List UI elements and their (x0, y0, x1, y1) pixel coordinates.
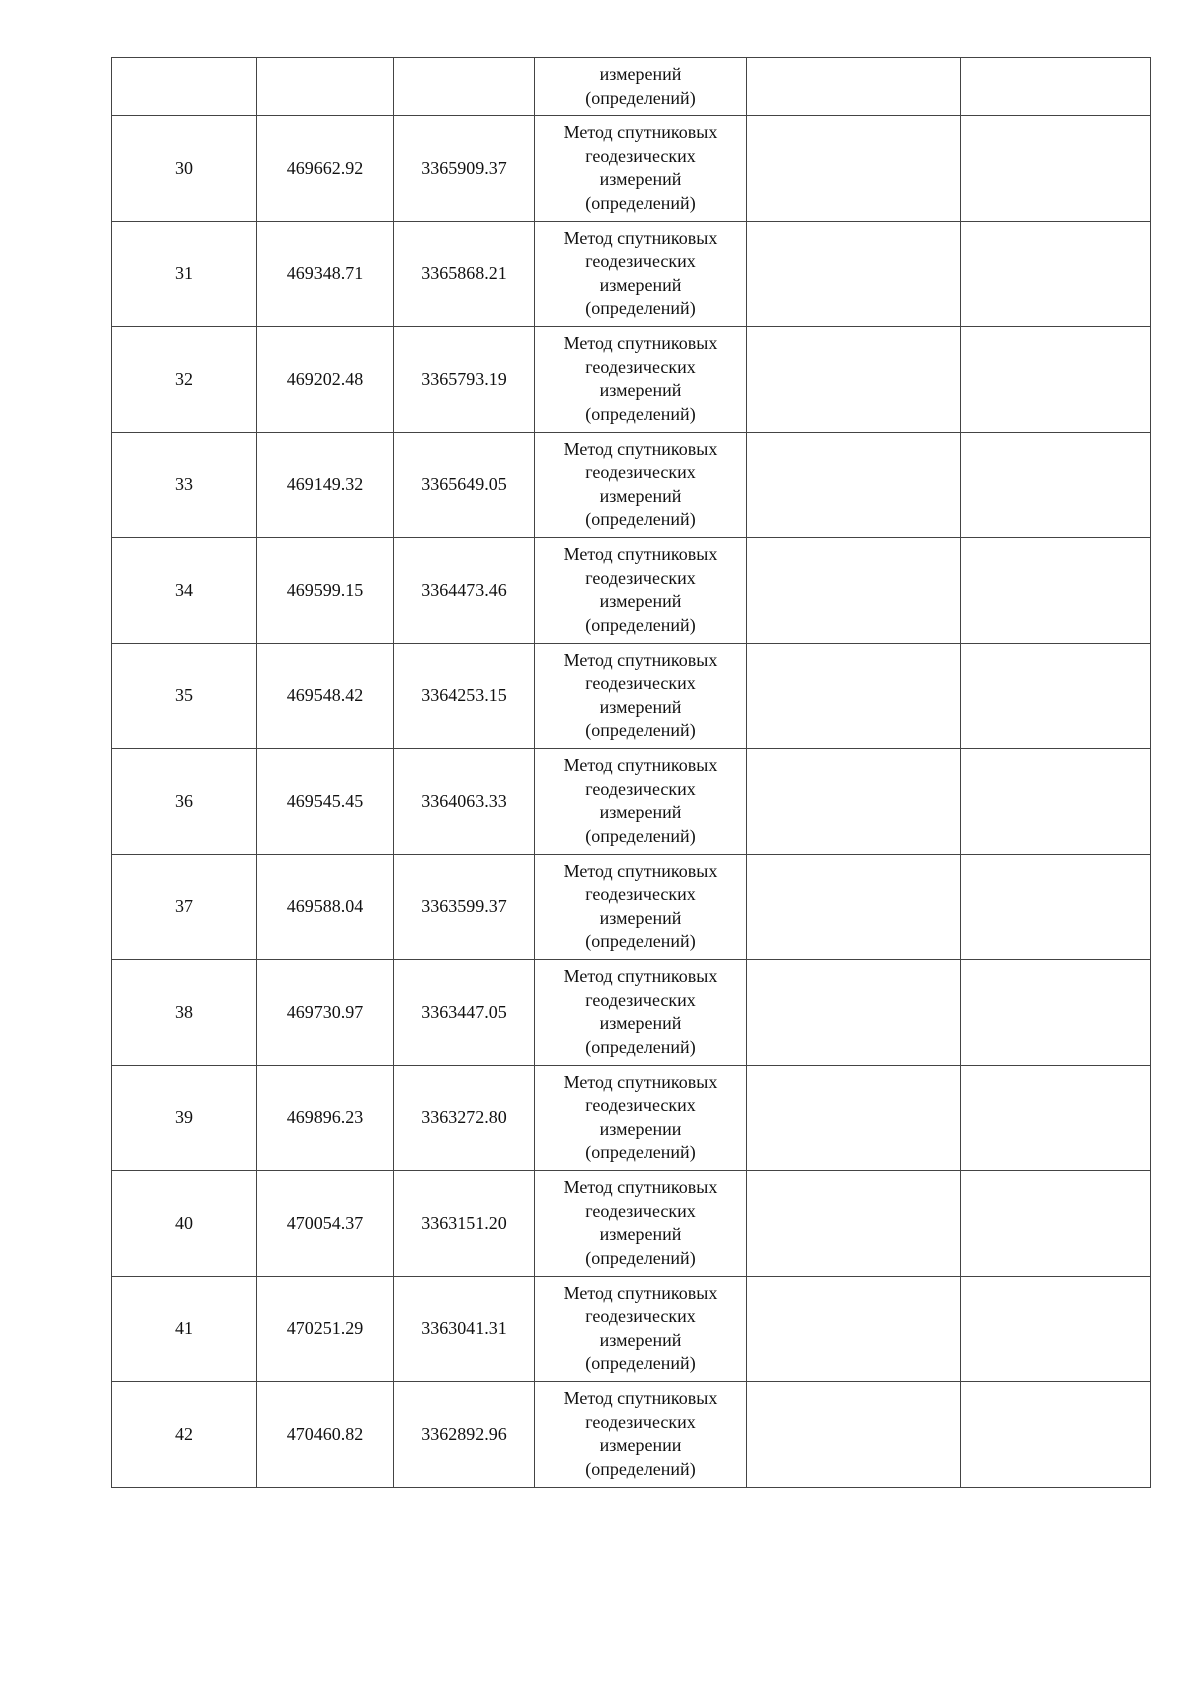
table-row (112, 1382, 1151, 1488)
description-cell (961, 116, 1151, 222)
method-cell: Метод спутниковых геодезических измерений (определений) (535, 1171, 747, 1277)
coordinates-table-body (112, 58, 1151, 1488)
accuracy-cell (747, 1065, 961, 1171)
table-row (112, 1065, 1151, 1171)
x-coordinate-cell: 469545.45 (257, 749, 394, 855)
description-cell (961, 538, 1151, 644)
description-cell (961, 1171, 1151, 1277)
point-number-cell: 33 (112, 432, 257, 538)
accuracy-cell (747, 221, 961, 327)
x-coordinate-cell (257, 58, 394, 116)
point-number-cell: 32 (112, 327, 257, 433)
table-row (112, 1171, 1151, 1277)
method-cell: измерений (определений) (535, 58, 747, 116)
table-row (112, 116, 1151, 222)
y-coordinate-cell: 3365649.05 (394, 432, 535, 538)
accuracy-cell (747, 327, 961, 433)
method-cell: Метод спутниковых геодезических измерений (определений) (535, 960, 747, 1066)
table-row (112, 1276, 1151, 1382)
y-coordinate-cell: 3362892.96 (394, 1382, 535, 1488)
table-row-continued (112, 58, 1151, 116)
x-coordinate-cell: 469599.15 (257, 538, 394, 644)
y-coordinate-cell: 3364253.15 (394, 643, 535, 749)
accuracy-cell (747, 116, 961, 222)
description-cell (961, 643, 1151, 749)
x-coordinate-cell: 470460.82 (257, 1382, 394, 1488)
point-number-cell: 38 (112, 960, 257, 1066)
table-row (112, 854, 1151, 960)
accuracy-cell (747, 854, 961, 960)
method-cell: Метод спутниковых геодезических измерений (определений) (535, 854, 747, 960)
table-row (112, 643, 1151, 749)
description-cell (961, 58, 1151, 116)
y-coordinate-cell (394, 58, 535, 116)
y-coordinate-cell: 3363447.05 (394, 960, 535, 1066)
table-row (112, 538, 1151, 644)
point-number-cell: 37 (112, 854, 257, 960)
description-cell (961, 221, 1151, 327)
method-cell: Метод спутниковых геодезических измерений (определений) (535, 432, 747, 538)
x-coordinate-cell: 469588.04 (257, 854, 394, 960)
method-cell: Метод спутниковых геодезических измерений (определений) (535, 116, 747, 222)
x-coordinate-cell: 470054.37 (257, 1171, 394, 1277)
y-coordinate-cell: 3365909.37 (394, 116, 535, 222)
table-row (112, 749, 1151, 855)
x-coordinate-cell: 469730.97 (257, 960, 394, 1066)
accuracy-cell (747, 960, 961, 1066)
table-row (112, 327, 1151, 433)
description-cell (961, 327, 1151, 433)
description-cell (961, 749, 1151, 855)
x-coordinate-cell: 469896.23 (257, 1065, 394, 1171)
point-number-cell: 42 (112, 1382, 257, 1488)
x-coordinate-cell: 469548.42 (257, 643, 394, 749)
point-number-cell: 41 (112, 1276, 257, 1382)
y-coordinate-cell: 3364063.33 (394, 749, 535, 855)
point-number-cell (112, 58, 257, 116)
accuracy-cell (747, 432, 961, 538)
accuracy-cell (747, 1382, 961, 1488)
point-number-cell: 31 (112, 221, 257, 327)
x-coordinate-cell: 470251.29 (257, 1276, 394, 1382)
method-cell: Метод спутниковых геодезических измерении (определений) (535, 1065, 747, 1171)
accuracy-cell (747, 1276, 961, 1382)
accuracy-cell (747, 643, 961, 749)
table-row (112, 221, 1151, 327)
x-coordinate-cell: 469348.71 (257, 221, 394, 327)
accuracy-cell (747, 538, 961, 644)
point-number-cell: 30 (112, 116, 257, 222)
method-cell: Метод спутниковых геодезических измерений (определений) (535, 1276, 747, 1382)
accuracy-cell (747, 749, 961, 855)
y-coordinate-cell: 3363272.80 (394, 1065, 535, 1171)
point-number-cell: 40 (112, 1171, 257, 1277)
x-coordinate-cell: 469149.32 (257, 432, 394, 538)
y-coordinate-cell: 3363041.31 (394, 1276, 535, 1382)
description-cell (961, 854, 1151, 960)
point-number-cell: 36 (112, 749, 257, 855)
point-number-cell: 34 (112, 538, 257, 644)
description-cell (961, 1276, 1151, 1382)
point-number-cell: 35 (112, 643, 257, 749)
method-cell: Метод спутниковых геодезических измерений (определений) (535, 538, 747, 644)
coordinates-table (111, 57, 1151, 1488)
point-number-cell: 39 (112, 1065, 257, 1171)
y-coordinate-cell: 3364473.46 (394, 538, 535, 644)
method-cell: Метод спутниковых геодезических измерений (определений) (535, 643, 747, 749)
description-cell (961, 432, 1151, 538)
y-coordinate-cell: 3363151.20 (394, 1171, 535, 1277)
method-cell: Метод спутниковых геодезических измерений (определений) (535, 749, 747, 855)
y-coordinate-cell: 3365793.19 (394, 327, 535, 433)
x-coordinate-cell: 469662.92 (257, 116, 394, 222)
y-coordinate-cell: 3363599.37 (394, 854, 535, 960)
description-cell (961, 960, 1151, 1066)
accuracy-cell (747, 58, 961, 116)
y-coordinate-cell: 3365868.21 (394, 221, 535, 327)
method-cell: Метод спутниковых геодезических измерений (определений) (535, 327, 747, 433)
description-cell (961, 1382, 1151, 1488)
table-row (112, 432, 1151, 538)
accuracy-cell (747, 1171, 961, 1277)
description-cell (961, 1065, 1151, 1171)
method-cell: Метод спутниковых геодезических измерений (определений) (535, 221, 747, 327)
table-row (112, 960, 1151, 1066)
x-coordinate-cell: 469202.48 (257, 327, 394, 433)
method-cell: Метод спутниковых геодезических измерении (определений) (535, 1382, 747, 1488)
